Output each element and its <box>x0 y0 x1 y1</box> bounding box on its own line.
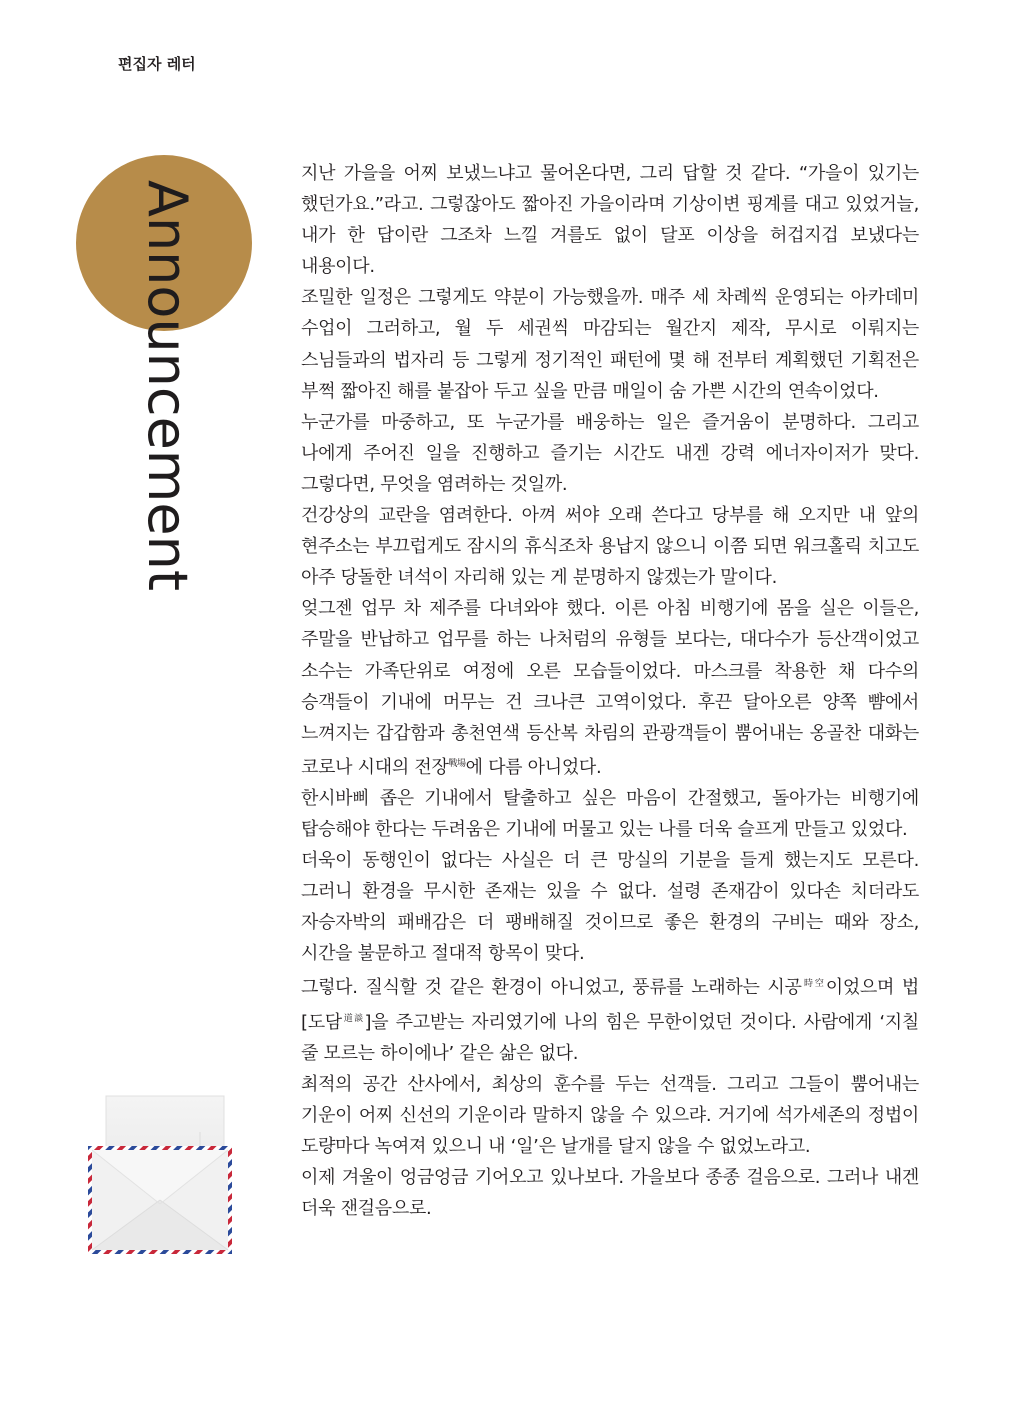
article-body <box>301 158 919 1224</box>
envelope-illustration <box>84 1092 236 1260</box>
hanja-annotation: 道談 <box>341 1013 365 1024</box>
paragraph: 이제 겨울이 엉금엉금 기어오고 있나보다. 가을보다 종종 걸음으로. 그러나 내겐 더욱 잰걸음으로. <box>301 1167 919 1220</box>
paragraph: 더욱이 동행인이 없다는 사실은 더 큰 망실의 기분을 들게 했는지도 모른다. 그러니 환경을 무시한 존재는 있을 수 없다. 설령 존재감이 있다손 치더라도 자승자박의 패배감은 더 팽배해질 것이므로 좋은 환경의 구비는 때와 장소, 시간을 불문하고 절대적 항목이 맞다. <box>301 850 919 965</box>
paragraph-text: 이었으며 법[도담 <box>301 977 919 1033</box>
vertical-title: Announcement <box>136 180 199 592</box>
airmail-envelope-icon <box>84 1092 236 1260</box>
hanja-annotation: 戰場 <box>448 758 466 769</box>
paragraph <box>301 969 919 1068</box>
paragraph-text: 그렇다. 질식할 것 같은 환경이 아니었고, 풍류를 노래하는 시공 <box>301 977 802 999</box>
paragraph: 건강상의 교란을 염려한다. 아껴 써야 오래 쓴다고 당부를 해 오지만 내 앞의 현주소는 부끄럽게도 잠시의 휴식조차 용납지 않으니 이쯤 되면 워크홀릭 치고도 아주 당돌한 녀석이 자리해 있는 게 분명하지 않겠는가 말이다. <box>301 505 919 589</box>
paragraph <box>301 593 919 783</box>
hanja-annotation: 時空 <box>801 979 826 990</box>
paragraph-text: 에 다름 아니었다. <box>465 756 602 778</box>
section-label: 편집자 레터 <box>118 55 196 73</box>
paragraph-text: 엊그젠 업무 차 제주를 다녀와야 했다. 이른 아침 비행기에 몸을 실은 이들은, 주말을 반납하고 업무를 하는 나처럼의 유형들 보다는, 대다수가 등산객이었고 소수는 가족단위로 여정에 오른 모습들이었다. 마스크를 착용한 채 다수의 승객들이 기내에 머무는 건 크나큰 고역이었다. 후끈 달아오른 양쪽 뺨에서 느껴지는 갑갑함과 총천연색 등산복 차림의 관광객들이 뿜어내는 옹골찬 대화는 코로나 시대의 전장 <box>301 598 919 778</box>
paragraph: 누군가를 마중하고, 또 누군가를 배웅하는 일은 즐거움이 분명하다. 그리고 나에게 주어진 일을 진행하고 즐기는 시간도 내겐 강력 에너자이저가 맞다. 그렇다면, 무엇을 염려하는 것일까. <box>301 411 919 495</box>
paragraph: 조밀한 일정은 그렇게도 약분이 가능했을까. 매주 세 차례씩 운영되는 아카데미 수업이 그러하고, 월 두 세권씩 마감되는 월간지 제작, 무시로 이뤄지는 스님들과의 법자리 등 그렇게 정기적인 패턴에 몇 해 전부터 계획했던 기획전은 부쩍 짧아진 해를 붙잡아 두고 싶을 만큼 매일이 숨 가쁜 시간의 연속이었다. <box>301 287 919 402</box>
paragraph: 한시바삐 좁은 기내에서 탈출하고 싶은 마음이 간절했고, 돌아가는 비행기에 탑승해야 한다는 두려움은 기내에 머물고 있는 나를 더욱 슬프게 만들고 있었다. <box>301 787 919 840</box>
paragraph: 최적의 공간 산사에서, 최상의 훈수를 두는 선객들. 그리고 그들이 뿜어내는 기운이 어찌 신선의 기운이라 말하지 않을 수 있으랴. 거기에 석가세존의 정법이 도량마다 녹여져 있으니 내 ‘일’은 날개를 달지 않을 수 없었노라고. <box>301 1073 919 1157</box>
paragraph-text: ]을 주고받는 자리였기에 나의 힘은 무한이었던 것이다. 사람에게 ‘지칠 줄 모르는 하이에나’ 같은 삶은 없다. <box>301 1011 919 1064</box>
paragraph: 지난 가을을 어찌 보냈느냐고 물어온다면, 그리 답할 것 같다. “가을이 있기는 했던가요.”라고. 그렇잖아도 짧아진 가을이라며 기상이변 핑계를 대고 있었거늘, 내가 한 답이란 그조차 느낄 겨를도 없이 달포 이상을 허겁지겁 보냈다는 내용이다. <box>301 163 919 278</box>
